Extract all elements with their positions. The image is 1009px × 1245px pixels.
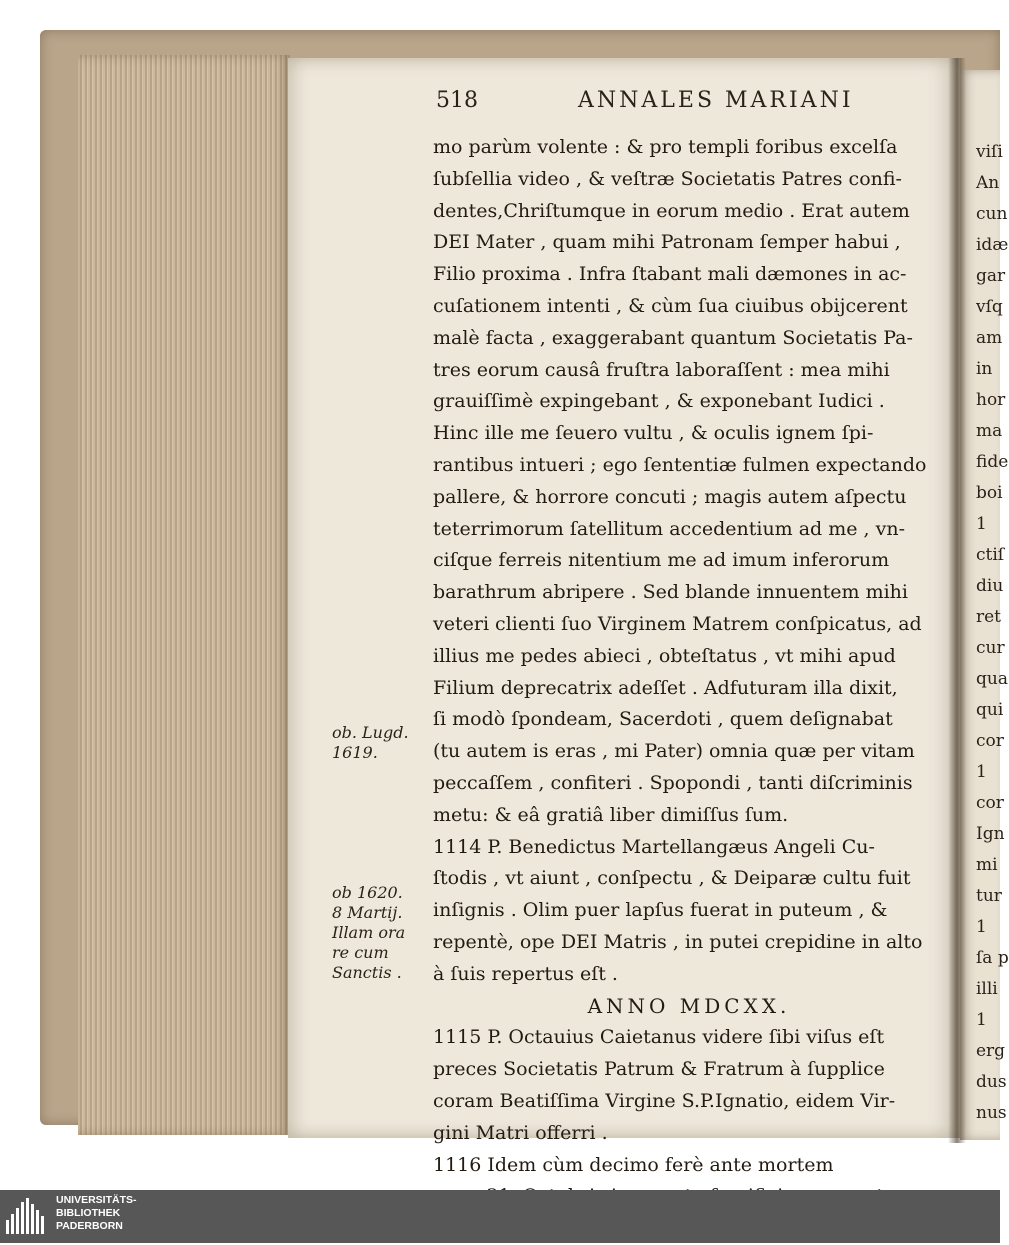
- text-line: peccaſſem , confiteri . Spopondi , tanti diſcriminis: [433, 771, 913, 794]
- text-line: Filium deprecatrix adeſſet . Adfuturam illa dixit,: [433, 676, 898, 699]
- text-line: malè facta , exaggerabant quantum Societatis Pa-: [433, 326, 913, 349]
- logo-bar: [16, 1208, 19, 1234]
- text-line: preces Societatis Patrum & Fratrum à ſupplice: [433, 1058, 885, 1081]
- facing-fragment: qui: [976, 700, 1004, 720]
- text-line: à ſuis repertus eſt .: [433, 962, 618, 985]
- facing-fragment: ret: [976, 607, 1002, 627]
- text-line: ciſque ferreis nitentium me ad imum inferorum: [433, 549, 890, 572]
- facing-fragment: Ign: [976, 824, 1005, 844]
- margin-note-line: re cum: [332, 943, 389, 962]
- text-line: ſi modò ſpondeam, Sacerdoti , quem deſignabat: [433, 708, 893, 731]
- text-line: Hinc ille me ſeuero vultu , & oculis ignem ſpi-: [433, 422, 874, 445]
- logo-bar: [21, 1202, 24, 1234]
- facing-fragment: 1: [976, 1010, 987, 1030]
- facing-fragment: vſq: [976, 297, 1003, 317]
- facing-fragment: erg: [976, 1041, 1006, 1061]
- running-title: ANNALES MARIANI: [578, 88, 854, 113]
- text-line: inſignis . Olim puer lapſus fuerat in puteum , &: [433, 899, 888, 922]
- logo-bar: [26, 1198, 29, 1234]
- text-line: illius me pedes abieci , obteſtatus , vt mihi apud: [433, 644, 896, 667]
- text-line: DEI Mater , quam mihi Patronam ſemper habui ,: [433, 231, 901, 254]
- text-line: ſubſellia video , & veſtræ Societatis Patres confi-: [433, 167, 902, 190]
- margin-note-line: Illam ora: [332, 923, 406, 942]
- facing-fragment: hor: [976, 390, 1006, 410]
- facing-fragment: qua: [976, 669, 1008, 689]
- margin-note-line: Sanctis .: [332, 963, 402, 982]
- facing-fragment: in: [976, 359, 993, 379]
- text-line: 1114 P. Benedictus Martellangæus Angeli Cu-: [433, 835, 875, 858]
- facing-fragment: diu: [976, 576, 1004, 596]
- text-line: Filio proxima . Infra ſtabant mali dæmones in ac-: [433, 263, 907, 286]
- facing-fragment: dus: [976, 1072, 1007, 1092]
- text-line: tres eorum causâ fruſtra laboraſſent : mea mihi: [433, 358, 890, 381]
- facing-fragment: ma: [976, 421, 1003, 441]
- text-line: mo parùm volente : & pro templi foribus excelſa: [433, 136, 898, 158]
- margin-note-line: 1619.: [332, 743, 378, 762]
- facing-fragment: 1: [976, 514, 987, 534]
- facing-fragment: idæ: [976, 235, 1009, 255]
- facing-fragment: cun: [976, 204, 1008, 224]
- text-line: teterrimorum ſatellitum accedentium ad me , vn-: [433, 517, 906, 540]
- library-footer: [0, 1190, 1000, 1243]
- text-line: metu: & eâ gratiâ liber dimiſſus ſum.: [433, 803, 789, 826]
- text-line: repentè, ope DEI Matris , in putei crepidine in alto: [433, 930, 923, 953]
- facing-fragment: illi: [976, 979, 998, 999]
- text-line: dentes,Chriſtumque in eorum medio . Erat autem: [433, 199, 910, 222]
- page-number: 518: [436, 88, 478, 113]
- margin-note-2: [332, 883, 432, 983]
- margin-note-1: [332, 723, 432, 763]
- logo-line: UNIVERSITÄTS-: [56, 1194, 137, 1206]
- text-line: veteri clienti ſuo Virginem Matrem conſpicatus, ad: [433, 612, 922, 635]
- facing-fragment: 1: [976, 917, 987, 937]
- gutter-shadow: [948, 58, 966, 1143]
- facing-fragment: mi: [976, 855, 998, 875]
- facing-fragment: An: [976, 173, 1000, 193]
- facing-fragment: boi: [976, 483, 1003, 503]
- facing-page: [960, 70, 1009, 1140]
- logo-line: BIBLIOTHEK: [56, 1207, 121, 1219]
- text-line: (tu autem is eras , mi Pater) omnia quæ per vitam: [433, 740, 915, 763]
- logo-line: PADERBORN: [56, 1220, 123, 1232]
- library-logo-text: [56, 1194, 137, 1233]
- facing-fragment: cor: [976, 793, 1004, 813]
- text-line: coram Beatiſſima Virgine S.P.Ignatio, eidem Vir-: [433, 1089, 896, 1112]
- text-line: 1116 Idem cùm decimo ferè ante mortem: [433, 1153, 834, 1176]
- facing-fragment: cor: [976, 731, 1004, 751]
- margin-note-line: 8 Martij.: [332, 903, 403, 922]
- margin-note-line: ob 1620.: [332, 883, 403, 902]
- running-head: [436, 88, 956, 122]
- facing-fragment: am: [976, 328, 1003, 348]
- logo-bar: [6, 1220, 9, 1234]
- facing-fragment: nus: [976, 1103, 1007, 1123]
- margin-note-line: ob. Lugd.: [332, 723, 409, 742]
- facing-fragment: ctiſ: [976, 545, 1005, 565]
- facing-fragment: cur: [976, 638, 1005, 658]
- logo-bar: [31, 1204, 34, 1234]
- text-line: ANNO MDCXX.: [587, 993, 791, 1018]
- text-line: grauiſſimè expingebant , & exponebant Iudici .: [433, 390, 885, 413]
- text-line: ſtodis , vt aiunt , conſpectu , & Deiparæ cultu fuit: [433, 867, 911, 890]
- logo-bar: [41, 1216, 44, 1234]
- text-line: cuſationem intenti , & cùm ſua ciuibus obijcerent: [433, 294, 908, 317]
- logo-bar: [36, 1210, 39, 1234]
- facing-fragment: viſi: [976, 142, 1003, 162]
- facing-fragment: gar: [976, 266, 1006, 286]
- text-line: gini Matri offerri .: [433, 1121, 608, 1144]
- page-edges: [78, 55, 290, 1135]
- facing-fragment: tur: [976, 886, 1002, 906]
- page-text: [433, 132, 945, 1245]
- text-line: rantibus intueri ; ego ſententiæ fulmen expectando: [433, 453, 927, 476]
- library-logo-icon: [6, 1198, 50, 1234]
- logo-bar: [11, 1214, 14, 1234]
- facing-fragment: fide: [976, 452, 1009, 472]
- facing-fragment: 1: [976, 762, 987, 782]
- text-line: 1115 P. Octauius Caietanus videre ſibi viſus eſt: [433, 1026, 885, 1049]
- text-line: barathrum abripere . Sed blande innuentem mihi: [433, 581, 908, 604]
- facing-fragment: ſa p: [976, 948, 1009, 968]
- text-line: pallere, & horrore concuti ; magis autem aſpectu: [433, 485, 907, 508]
